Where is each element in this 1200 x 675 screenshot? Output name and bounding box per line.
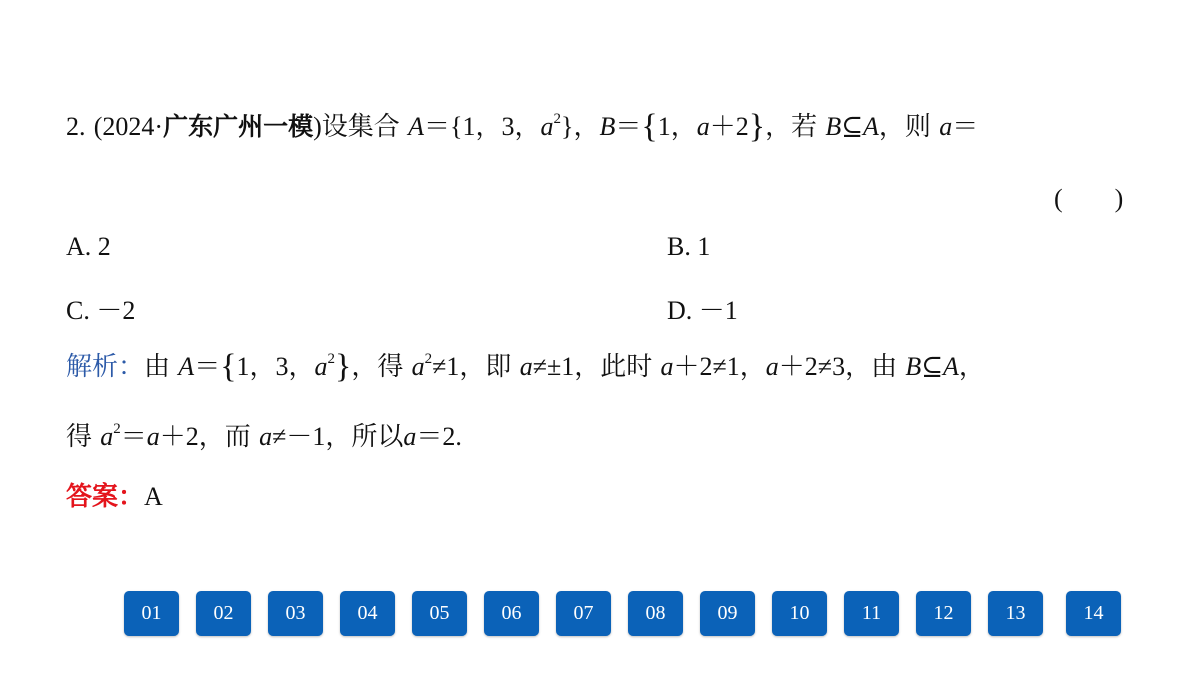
option-d[interactable]: D. －1 <box>667 296 738 325</box>
nav-button-08[interactable]: 08 <box>628 591 683 636</box>
answer-line <box>66 480 163 514</box>
option-b[interactable]: B. 1 <box>667 232 711 261</box>
nav-button-07[interactable]: 07 <box>556 591 611 636</box>
answer-blank: ( ) <box>1054 184 1124 213</box>
nav-button-06[interactable]: 06 <box>484 591 539 636</box>
nav-button-09[interactable]: 09 <box>700 591 755 636</box>
question-number: 2. <box>66 112 86 141</box>
question-stem: 2. (2024·广东广州一模)设集合 A＝{1，3，$a^2$}，B＝{1，a＋2}，若 B⊆A，则 a＝ <box>66 108 979 145</box>
nav-button-12[interactable]: 12 <box>916 591 971 636</box>
answer-value: A <box>144 482 163 511</box>
nav-button-01[interactable]: 01 <box>124 591 179 636</box>
nav-button-04[interactable]: 04 <box>340 591 395 636</box>
nav-button-10[interactable]: 10 <box>772 591 827 636</box>
solution-label: 解析： <box>66 352 145 382</box>
nav-button-14[interactable]: 14 <box>1066 591 1121 636</box>
option-c[interactable]: C. －2 <box>66 296 136 325</box>
nav-button-02[interactable]: 02 <box>196 591 251 636</box>
nav-button-13[interactable]: 13 <box>988 591 1043 636</box>
answer-label: 答案： <box>66 482 145 512</box>
solution-line-1: 解析：由 A＝{1，3，$a^2$}，得 $a^2\ne 1$，即 a≠±1，此时 a＋2≠1，a＋2≠3，由 B⊆A， <box>66 348 985 385</box>
solution-line-2: 得 $a^2=a+2$，而 a≠－1，所以a＝2. <box>66 421 462 452</box>
nav-button-03[interactable]: 03 <box>268 591 323 636</box>
question-source: 广东广州一模 <box>163 112 314 141</box>
option-a[interactable]: A. 2 <box>66 232 111 261</box>
nav-button-05[interactable]: 05 <box>412 591 467 636</box>
nav-button-11[interactable]: 11 <box>844 591 899 636</box>
